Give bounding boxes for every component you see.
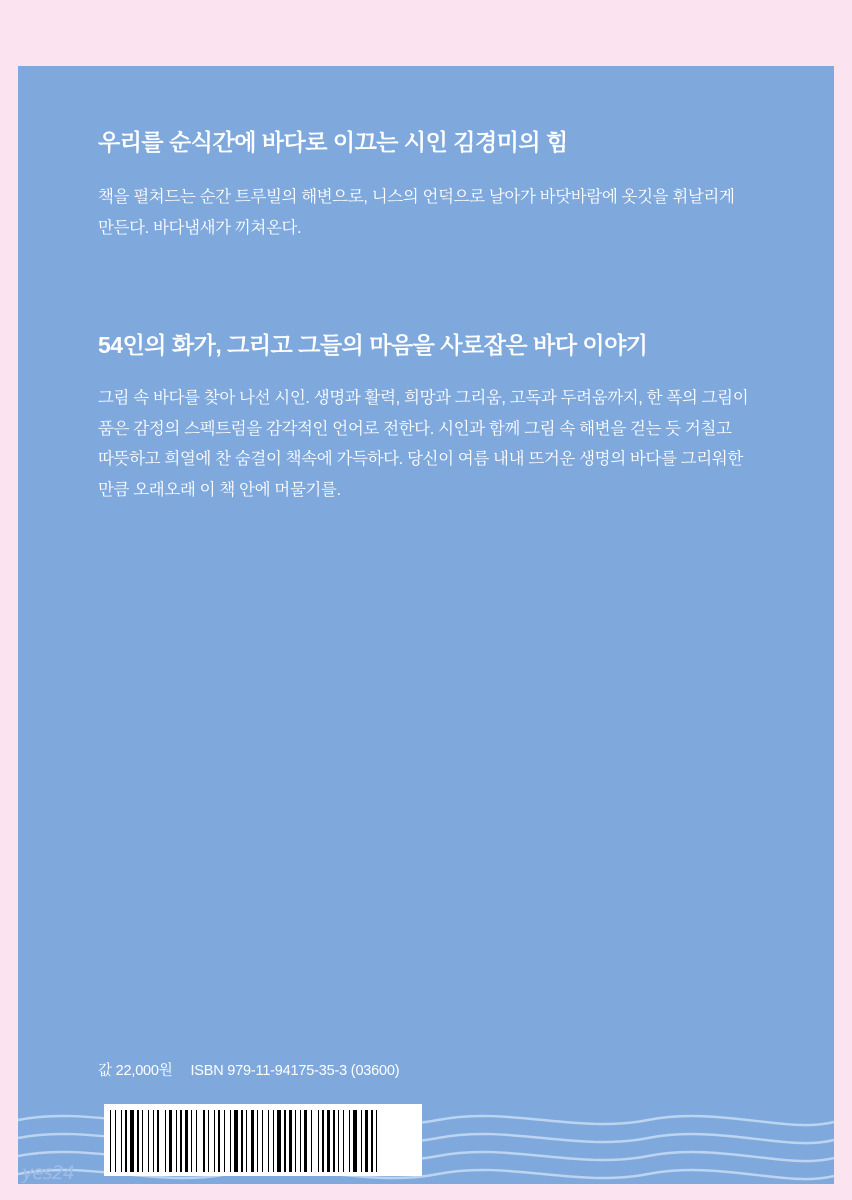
cover-copy xyxy=(98,126,758,505)
section-spacer xyxy=(98,243,758,329)
isbn-label: ISBN 979-11-94175-35-3 (03600) xyxy=(190,1063,400,1079)
headline-primary: 우리를 순식간에 바다로 이끄는 시인 김경미의 힘 xyxy=(98,129,568,155)
cover-footer xyxy=(18,1064,834,1184)
price-isbn-line xyxy=(98,1059,399,1080)
barcode-bars xyxy=(110,1110,416,1172)
site-watermark: yes24 xyxy=(22,1162,75,1184)
headline-secondary: 54인의 화가, 그리고 그들의 마음을 사로잡은 바다 이야기 xyxy=(98,332,648,359)
body-secondary: 그림 속 바다를 찾아 나선 시인. 생명과 활력, 희망과 그리움, 고독과 두려움까지, 한 폭의 그림이 품은 감정의 스펙트럼을 감각적인 언어로 전한다. 시인과 함께 그림 속 해변을 걷는 듯 거칠고 따뜻하고 희열에 찬 숨결이 책속에 가득하다. 당신이 여름 내내 뜨거운 생명의 바다를 그리워한 만큼 오래오래 이 책 안에 머물기를. xyxy=(98,389,749,499)
book-back-cover xyxy=(18,66,834,1184)
body-primary: 책을 펼쳐드는 순간 트루빌의 해변으로, 니스의 언덕으로 날아가 바닷바람에 옷깃을 휘날리게 만든다. 바다냄새가 끼쳐온다. xyxy=(98,188,735,237)
barcode xyxy=(104,1104,422,1176)
price-label: 값 22,000원 xyxy=(98,1063,173,1079)
